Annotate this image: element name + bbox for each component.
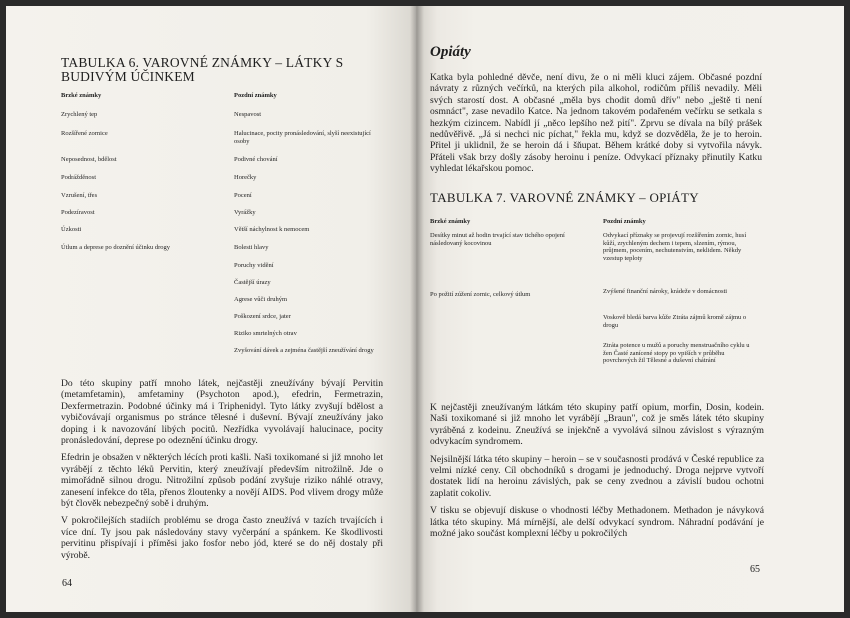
table-6-late-item: Horečky bbox=[234, 174, 257, 181]
intro-story bbox=[430, 72, 762, 181]
table-6-early-item: Zrychlený tep bbox=[61, 111, 98, 118]
right-page bbox=[416, 6, 844, 612]
left-page bbox=[6, 6, 416, 612]
paragraph: V pokročilejších stadiích problému se droga často zneužívá v tazích trvajících i více dní. Ty jsou pak následovány stavy vyčerpání a spánkem. Ke škodlivosti pervitinu přispívají i příměsi jako fosfor nebo jód, které se do něj dostaly při výrobě. bbox=[61, 515, 383, 561]
table-6-late-item: Pocení bbox=[234, 192, 252, 199]
table-6-late-item: Častější úrazy bbox=[234, 279, 271, 286]
paragraph: Efedrin je obsažen v některých lécích proti kašli. Naši toxikomané si již mnoho let vyrábějí z těchto léků Pervitin, který zneužívají především nitrožilně. Jde o mimořádně silnou drogu. Nitrožilní způsob podání zvyšuje riziko náhlé otravy, zanesení infekce do těla, přenos žloutenky a novějí AIDS. Pod vlivem drogy může být člověk nebezpečný sobě i druhým. bbox=[61, 452, 383, 510]
table-7-title: TABULKA 7. VAROVNÉ ZNÁMKY – OPIÁTY bbox=[430, 190, 699, 205]
table-7-early-item: Desítky minut až hodin trvající stav tichého opojení následovaný kocovinou bbox=[430, 232, 565, 247]
table-6-late-item: Agrese vůči druhým bbox=[234, 296, 288, 303]
table-7 bbox=[430, 218, 760, 398]
table-6-late-item: Větší náchylnost k nemocem bbox=[234, 226, 310, 233]
paragraph: Nejsilnější látka této skupiny – heroin – se v současnosti prodává v České republice za velmi nízké ceny. Cíl obchodníků s drogami je jednoduchý. Droga nejprve vytvoří dostatek lidí na heroinu závislých, pak se ceny zvednou a závislí budou ochotni zaplatit cokoliv. bbox=[430, 453, 764, 499]
left-body-text bbox=[61, 378, 383, 567]
table-6-early-item: Rozšířené zornice bbox=[61, 130, 108, 137]
table-6-late-item: Vyrážky bbox=[234, 209, 256, 216]
table-7-late-item: Voskově bledá barva kůže Ztráta zájmů kromě zájmu o drogu bbox=[603, 314, 747, 329]
table-6-early-item: Podrážděnost bbox=[61, 174, 97, 181]
table-6-early-item: Neposednost, bdělost bbox=[61, 156, 117, 163]
book-gutter-shadow bbox=[410, 6, 424, 612]
table-6-header-late: Pozdní známky bbox=[234, 92, 277, 99]
table-7-late-item: Zvýšené finanční nároky, krádeže v domácnosti bbox=[603, 288, 728, 295]
table-7-late-item: Odvykací příznaky se projevují rozšířením zornic, husí kůží, zrychleným dechem i tepem, slzením, rýmou, průjmem, pocením, nechutenstvím, neklidem. Někdy vzestup teploty bbox=[603, 232, 747, 262]
right-body-text bbox=[430, 402, 764, 545]
table-7-late-item: Ztráta potence u mužů a poruchy menstruačního cyklu u žen Časté zanícené stopy po vpiších v průběhu povrchových žil Tělesné a duševní chátrání bbox=[603, 342, 750, 364]
table-6-late-item: Podivné chování bbox=[234, 156, 278, 163]
page-number-left: 64 bbox=[62, 578, 72, 589]
paragraph: K nejčastěji zneužívaným látkám této skupiny patří opium, morfin, Dosin, kodein. Naši toxikomané si již mnoho let vyrábějí „Braun", což je směs látek této skupiny vyráběná z kodeinu. Zneužívá se injekčně a vyvolává silnou závislost s výrazným odvykacím syndromem. bbox=[430, 402, 764, 448]
page-number-right: 65 bbox=[750, 564, 760, 575]
table-6-early-item: Útlum a deprese po doznění účinku drogy bbox=[61, 244, 171, 251]
table-6-early-item: Vzrušení, třes bbox=[61, 192, 98, 199]
paragraph: Katka byla pohledné děvče, není divu, že o ni měli kluci zájem. Občasné pozdní návraty z různých večírků, na kterých pila alkohol, rodičům příliš nevadily. Měli svých starostí dost. A občasné „měla bys chodit domů dřív" nebo „ještě ti není osmnáct", zase nevadilo Katce. Na jednom takovém podařeném večírku se setkala s hezkým cizincem. Nabídl jí „něco lepšího než pití". Zprvu se dívala na bílý prášek nedůvěřivě. „Já si nechci nic píchat," řekla mu, když se dozvěděla, že je to heroin. Přitel ji uklidnil, že se heroin dá i šňupat. Během krátké doby si vytvořila návyk. Přáteli však brzy došly zásoby heroinu i peníze. Odvykací příznaky přinutily Katku vyhledat lékařskou pomoc. bbox=[430, 72, 762, 175]
table-6-early-item: Podezíravost bbox=[61, 209, 95, 216]
table-6-header-early: Brzké známky bbox=[61, 92, 102, 99]
table-6 bbox=[61, 92, 381, 372]
table-6-late-item: Nespavost bbox=[234, 111, 262, 118]
table-7-header-late: Pozdní známky bbox=[603, 218, 646, 225]
table-7-header-early: Brzké známky bbox=[430, 218, 471, 225]
table-6-late-item: Poškození srdce, jater bbox=[234, 313, 291, 320]
table-6-late-item: Riziko smrtelných otrav bbox=[234, 330, 297, 337]
table-7-early-item: Po požití zúžení zornic, celkový útlum bbox=[430, 291, 531, 298]
table-6-title: TABULKA 6. VAROVNÉ ZNÁMKY – LÁTKY S BUDIVÝM ÚČINKEM bbox=[61, 55, 344, 84]
table-6-late-item: Bolesti hlavy bbox=[234, 244, 269, 251]
table-6-late-item: Poruchy vidění bbox=[234, 262, 274, 269]
table-6-late-item: Zvyšování dávek a zejména častější zneužívání drogy bbox=[234, 347, 374, 354]
section-heading: Opiáty bbox=[430, 44, 471, 60]
paragraph: V tisku se objevují diskuse o vhodnosti léčby Methadonem. Methadon je návyková látka této skupiny. Má mírnější, ale delší odvykací syndrom. Náhradní podávání je možné jako součást komplexní léčby u pokročilých bbox=[430, 505, 764, 540]
table-6-early-item: Úzkosti bbox=[61, 226, 82, 233]
table-6-late-item: Halucinace, pocity pronásledování, slyší neexistující osoby bbox=[234, 130, 371, 145]
paragraph: Do této skupiny patří mnoho látek, nejčastěji zneužívány bývají Pervitin (metamfetamin), amfetaminy (Psychoton apod.), efedrin, Fermetrazin, Dexfermetrazin. Podobné účinky má i Triphenidyl. Tyto látky zvyšují bdělost a vybičovávají organismus po stránce tělesné i duševní. Bývají zneužívány jako doping i k navozování libých pocitů. Nezřídka vyvolávají halucinace, pocity pronásledování, deprese po odeznění účinku drogy. bbox=[61, 378, 383, 447]
open-book bbox=[6, 6, 844, 612]
